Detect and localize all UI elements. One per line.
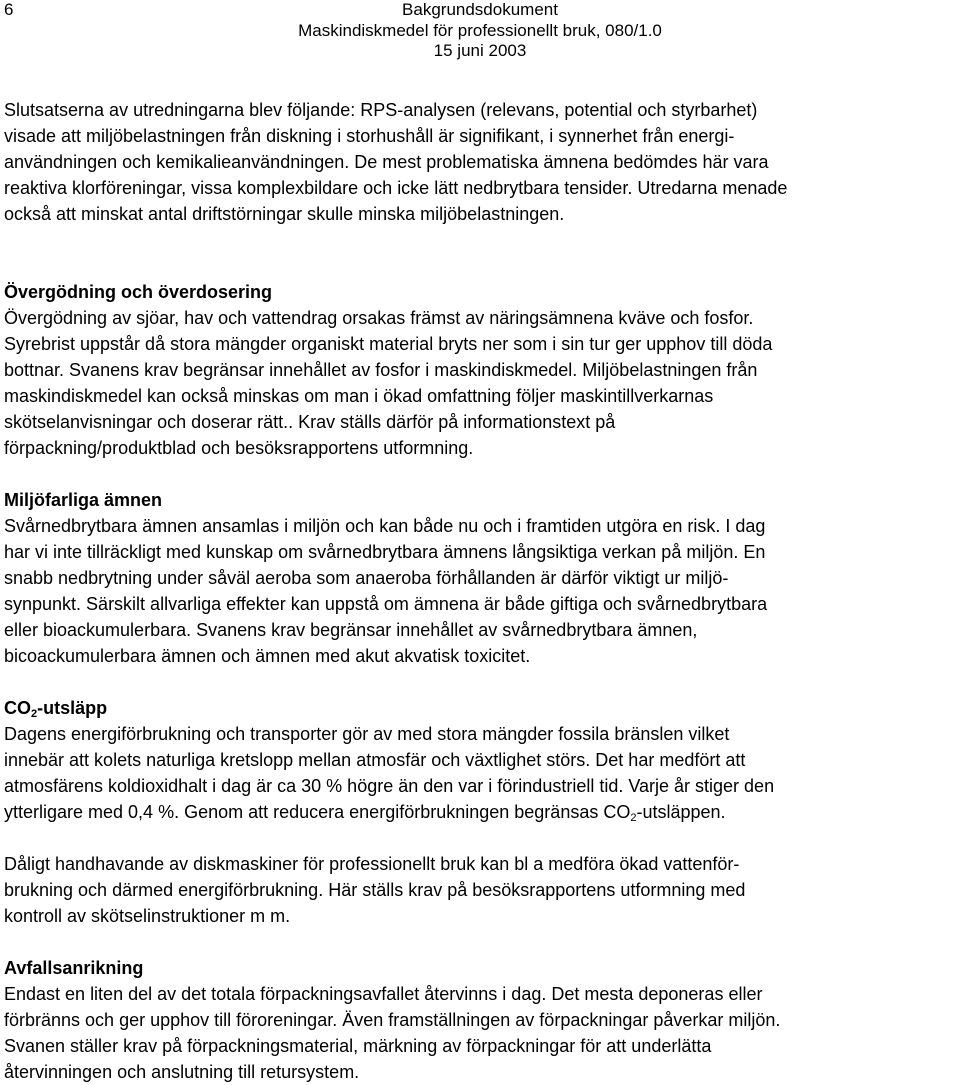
subscript: 2	[31, 708, 38, 720]
text-line: innebär att kolets naturliga kretslopp mellan atmosfär och växtlighet störs. Det har medfört att	[4, 750, 746, 770]
page-number: 6	[4, 0, 14, 19]
text-line: förbränns och ger upphov till föroreningar. Även framställningen av förpackningar påverkar miljön.	[4, 1010, 781, 1030]
text-line: Dagens energiförbrukning och transporter gör av med stora mängder fossila bränslen vilket	[4, 724, 730, 744]
text-line: eller bioackumulerbara. Svanens krav begränsar innehållet av svårnedbrytbara ämnen,	[4, 620, 698, 640]
text-line: brukning och därmed energiförbrukning. Här ställs krav på besöksrapportens utformning med	[4, 880, 746, 900]
section-paragraph-co2-2	[4, 851, 956, 929]
text-line: bottnar. Svanens krav begränsar innehållet av fosfor i maskindiskmedel. Miljöbelastningen från	[4, 360, 758, 380]
header-date: 15 juni 2003	[433, 41, 527, 60]
text-line: också att minskat antal driftstörningar skulle minska miljöbelastningen.	[4, 204, 565, 224]
document-body	[4, 97, 956, 1085]
text-fragment: ytterligare med 0,4 %. Genom att reducera energiförbrukningen begränsas CO	[4, 802, 631, 822]
text-line: Övergödning av sjöar, hav och vattendrag orsakas främst av näringsämnena kväve och fosfor.	[4, 308, 754, 328]
text-line: Svårnedbrytbara ämnen ansamlas i miljön och kan både nu och i framtiden utgöra en risk. I dag	[4, 516, 766, 536]
text-line: bicoackumulerbara ämnen och ämnen med akut akvatisk toxicitet.	[4, 646, 531, 666]
text-line: återvinningen och anslutning till retursystem.	[4, 1062, 360, 1082]
text-line: har vi inte tillräckligt med kunskap om svårnedbrytbara ämnens långsiktiga verkan på miljön. En	[4, 542, 766, 562]
heading-text: CO	[4, 698, 31, 718]
heading-text: -utsläpp	[37, 698, 108, 718]
document-header	[0, 0, 960, 62]
text-line: Syrebrist uppstår då stora mängder organiskt material bryts ner som i sin tur ger upphov till döda	[4, 334, 773, 354]
header-subtitle: Maskindiskmedel för professionellt bruk, 080/1.0	[298, 20, 662, 40]
text-line: reaktiva klorföreningar, vissa komplexbildare och icke lätt nedbrytbara tensider. Utredarna menade	[4, 178, 788, 198]
intro-paragraph	[4, 97, 956, 227]
text-line: atmosfärens koldioxidhalt i dag är ca 30 % högre än den var i förindustriell tid. Varje år stiger den	[4, 776, 775, 796]
text-line: Dåligt handhavande av diskmaskiner för professionellt bruk kan bl a medföra ökad vattenför-	[4, 854, 740, 874]
text-line: skötselanvisningar och doserar rätt.. Krav ställs därför på informationstext på	[4, 412, 616, 432]
section-heading-avfall: Avfallsanrikning	[4, 958, 144, 978]
text-line: användningen och kemikalieanvändningen. De mest problematiska ämnena bedömdes här vara	[4, 152, 769, 172]
text-line: kontroll av skötselinstruktioner m m.	[4, 906, 291, 926]
text-fragment: -utsläppen.	[636, 802, 726, 822]
subscript: 2	[630, 812, 637, 824]
text-line: snabb nedbrytning under såväl aeroba som anaeroba förhållanden är därför viktigt ur miljö-	[4, 568, 729, 588]
section-paragraph-overgodning	[4, 305, 956, 461]
section-paragraph-miljofarliga	[4, 513, 956, 669]
section-heading-miljofarliga: Miljöfarliga ämnen	[4, 490, 163, 510]
text-line: förpackning/produktblad och besöksrapportens utformning.	[4, 438, 474, 458]
text-line: synpunkt. Särskilt allvarliga effekter kan uppstå om ämnena är både giftiga och svårnedbrytbara	[4, 594, 768, 614]
text-line: Svanen ställer krav på förpackningsmaterial, märkning av förpackningar för att underlätta	[4, 1036, 712, 1056]
section-paragraph-co2	[4, 721, 956, 825]
text-line: maskindiskmedel kan också minskas om man i ökad omfattning följer maskintillverkarnas	[4, 386, 714, 406]
text-line	[4, 799, 956, 825]
text-line: Endast en liten del av det totala förpackningsavfallet återvinns i dag. Det mesta deponeras eller	[4, 984, 763, 1004]
text-line: Slutsatserna av utredningarna blev följande: RPS-analysen (relevans, potential och styrbarhet)	[4, 100, 758, 120]
section-heading-overgodning: Övergödning och överdosering	[4, 282, 273, 302]
text-line: visade att miljöbelastningen från diskning i storhushåll är signifikant, i synnerhet från energi-	[4, 126, 735, 146]
section-paragraph-avfall	[4, 981, 956, 1085]
header-title: Bakgrundsdokument	[402, 0, 558, 19]
section-heading-co2	[4, 695, 956, 721]
